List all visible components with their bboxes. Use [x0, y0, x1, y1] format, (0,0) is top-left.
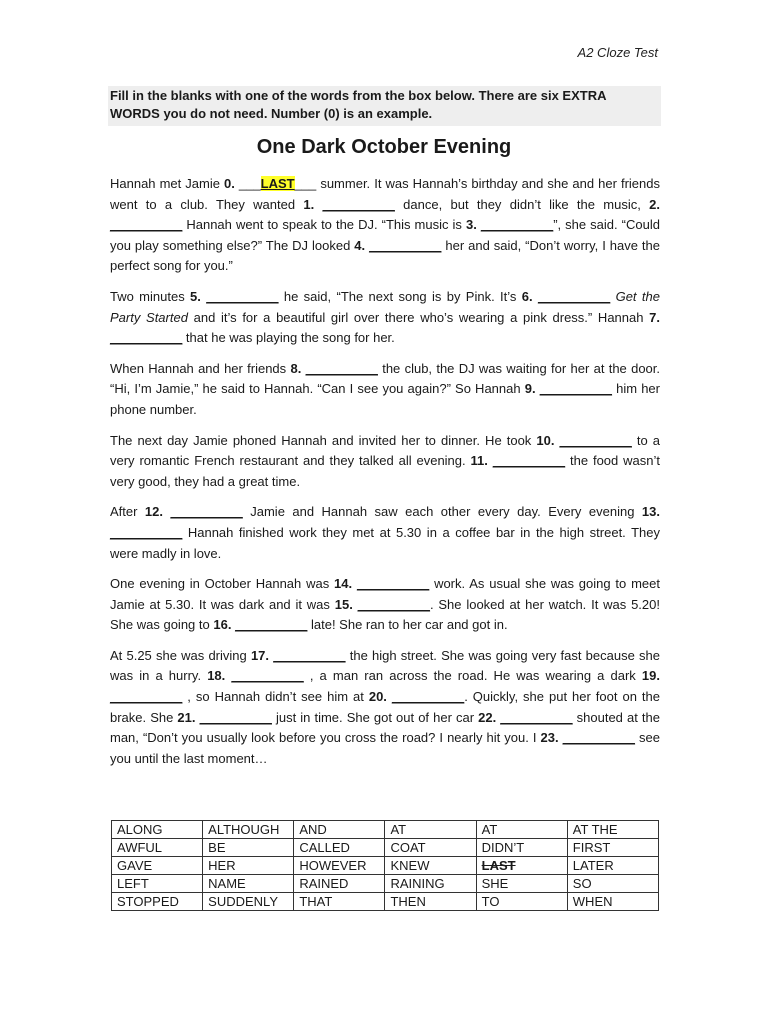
word-cell: NAME: [203, 875, 294, 893]
text: Hannah went to speak to the DJ. “This music is: [182, 217, 466, 233]
blank-line[interactable]: __________: [199, 709, 272, 725]
blank-number: 23.: [540, 730, 559, 746]
blank-number: 3.: [465, 217, 477, 233]
text: work. As usual she was going to meet Jamie at 5.30. It was dark and it was: [110, 576, 660, 612]
word-row: [112, 839, 659, 857]
word-cell: WHEN: [567, 893, 658, 911]
blank-number: 13.: [641, 504, 660, 520]
text: shouted at the man, “Don’t you usually look before you cross the road? I nearly hit you. I: [110, 709, 660, 746]
blank-number: 7.: [649, 309, 660, 325]
blank-line[interactable]: __________: [305, 360, 378, 376]
blank-number: 19.: [641, 668, 660, 684]
word-cell: THEN: [385, 893, 476, 911]
blank-line[interactable]: __________: [110, 524, 183, 540]
word-cell: DIDN’T: [476, 839, 567, 857]
word-cell: HOWEVER: [294, 857, 385, 875]
text: After: [110, 504, 145, 520]
word-cell: SO: [567, 875, 658, 893]
text: to a very romantic French restaurant and they talked all evening.: [110, 432, 660, 469]
word-cell: SUDDENLY: [203, 893, 294, 911]
text: When Hannah and her friends: [110, 360, 291, 376]
text: , a man ran across the road. He was wearing a dark: [303, 668, 642, 684]
paragraph-6: [110, 574, 660, 636]
blank-line[interactable]: __________: [170, 504, 243, 520]
blank-line[interactable]: __________: [356, 576, 430, 592]
blank-number: 5.: [190, 288, 201, 304]
word-cell: RAINING: [385, 875, 476, 893]
example-underline: ___: [238, 176, 261, 191]
word-cell: AT: [385, 821, 476, 839]
word-row: [112, 893, 659, 911]
story-text: [110, 174, 660, 779]
blank-number: 10.: [536, 432, 555, 448]
instructions-box: Fill in the blanks with one of the words from the box below. There are six EXTRA WORDS you do not need. Number (0) is an example.: [108, 86, 661, 126]
word-row: [112, 875, 659, 893]
blank-number: 22.: [478, 709, 497, 725]
text: late! She ran to her car and got in.: [307, 617, 508, 633]
blank-number: 20.: [368, 689, 387, 705]
word-cell: TO: [476, 893, 567, 911]
blank-line[interactable]: __________: [492, 453, 566, 469]
text: and it’s for a beautiful girl over there who’s wearing a pink dress.” Hannah: [187, 309, 650, 325]
word-cell: SHE: [476, 875, 567, 893]
blank-number: 12.: [144, 504, 163, 520]
word-cell: LEFT: [112, 875, 203, 893]
blank-number: 6.: [521, 288, 533, 304]
paragraph-7: [110, 646, 660, 770]
blank-line[interactable]: __________: [369, 237, 442, 253]
blank-line[interactable]: __________: [539, 381, 612, 397]
paragraph-4: [110, 431, 660, 493]
text: see you until the last moment…: [110, 730, 660, 766]
word-cell: COAT: [385, 839, 476, 857]
story-title: One Dark October Evening: [256, 136, 512, 158]
blank-number: 2.: [649, 196, 660, 212]
word-cell: LATER: [567, 857, 658, 875]
text: summer. It was Hannah’s birthday and she and her friends went to a club. They wanted: [110, 176, 660, 212]
blank-number: 21.: [177, 709, 196, 725]
text: One evening in October Hannah was: [110, 576, 335, 592]
text: the food wasn’t very good, they had a great time.: [110, 453, 661, 489]
text: Jamie and Hannah saw each other every day. Every evening: [242, 504, 642, 520]
text: At 5.25 she was driving: [110, 647, 251, 663]
blank-line[interactable]: __________: [357, 596, 430, 612]
word-row: [112, 821, 659, 839]
text: Hannah met Jamie: [110, 176, 225, 191]
word-cell: HER: [203, 857, 294, 875]
word-cell: THAT: [294, 893, 385, 911]
paragraph-3: [110, 359, 660, 421]
paragraph-5: [110, 502, 660, 564]
text: the club, the DJ was waiting for her at the door. “Hi, I’m Jamie,” he said to Hannah. “Can I see you again?” So Hannah: [110, 360, 660, 397]
text: The next day Jamie phoned Hannah and invited her to dinner. He took: [110, 432, 537, 448]
blank-line[interactable]: __________: [110, 217, 183, 233]
paragraph-1: [110, 174, 660, 277]
blank-number: 18.: [207, 668, 226, 684]
text: ”, she said. “Could you play something else?” The DJ looked: [110, 217, 660, 253]
text: he said, “The next song is by Pink. It’s: [278, 288, 522, 304]
blank-line[interactable]: __________: [537, 288, 611, 304]
blank-number: 14.: [334, 576, 353, 592]
word-cell: AWFUL: [112, 839, 203, 857]
song-title: Get the Party Started: [110, 288, 660, 325]
word-cell: AND: [294, 821, 385, 839]
blank-number: 1.: [303, 196, 315, 212]
blank-number: 8.: [290, 360, 302, 376]
blank-line[interactable]: __________: [273, 647, 346, 663]
blank-line[interactable]: __________: [235, 617, 308, 633]
blank-line[interactable]: __________: [562, 730, 635, 746]
word-cell: ALONG: [112, 821, 203, 839]
blank-line[interactable]: __________: [206, 288, 279, 304]
word-cell: BE: [203, 839, 294, 857]
text: Hannah finished work they met at 5.30 in a coffee bar in the high street. They were madly in love.: [110, 524, 660, 561]
example-underline: ___: [294, 176, 317, 191]
blank-line[interactable]: __________: [559, 432, 632, 448]
blank-line[interactable]: __________: [391, 689, 465, 705]
word-cell: KNEW: [385, 857, 476, 875]
test-label: A2 Cloze Test: [577, 45, 658, 60]
blank-number: 9.: [524, 381, 536, 397]
blank-number: 4.: [354, 237, 366, 253]
word-cell: RAINED: [294, 875, 385, 893]
word-row: [112, 857, 659, 875]
blank-line[interactable]: __________: [322, 196, 395, 212]
blank-number: 15.: [334, 596, 353, 612]
word-cell: STOPPED: [112, 893, 203, 911]
blank-line[interactable]: __________: [231, 668, 304, 684]
text: dance, but they didn’t like the music,: [394, 196, 650, 212]
paragraph-2: [110, 287, 660, 349]
text: . She looked at her watch. It was 5.20! She was going to: [110, 596, 660, 633]
text: that he was playing the song for her.: [182, 330, 395, 346]
word-cell: ALTHOUGH: [203, 821, 294, 839]
word-cell: FIRST: [567, 839, 658, 857]
text: , so Hannah didn’t see him at: [182, 689, 369, 705]
word-box: [111, 820, 659, 911]
word-cell-used-example: LAST: [476, 857, 567, 875]
blank-line[interactable]: __________: [110, 330, 183, 346]
blank-line[interactable]: __________: [480, 217, 554, 233]
text: the high street. She was going very fast because she was in a hurry.: [110, 647, 660, 684]
word-cell: CALLED: [294, 839, 385, 857]
text: just in time. She got out of her car: [271, 709, 479, 725]
text: Two minutes: [110, 288, 191, 304]
text: . Quickly, she put her foot on the brake. She: [110, 689, 660, 725]
blank-line[interactable]: __________: [500, 709, 573, 725]
example-answer: LAST: [260, 176, 295, 191]
text: him her phone number.: [110, 381, 660, 417]
blank-number: 17.: [250, 647, 270, 663]
word-cell: AT THE: [567, 821, 658, 839]
blank-line[interactable]: __________: [110, 689, 183, 705]
blank-number: 11.: [470, 453, 488, 469]
text: her and said, “Don’t worry, I have the perfect song for you.”: [110, 237, 660, 274]
word-cell: GAVE: [112, 857, 203, 875]
word-cell: AT: [476, 821, 567, 839]
blank-number: 16.: [213, 617, 232, 633]
blank-number: 0.: [224, 176, 235, 191]
